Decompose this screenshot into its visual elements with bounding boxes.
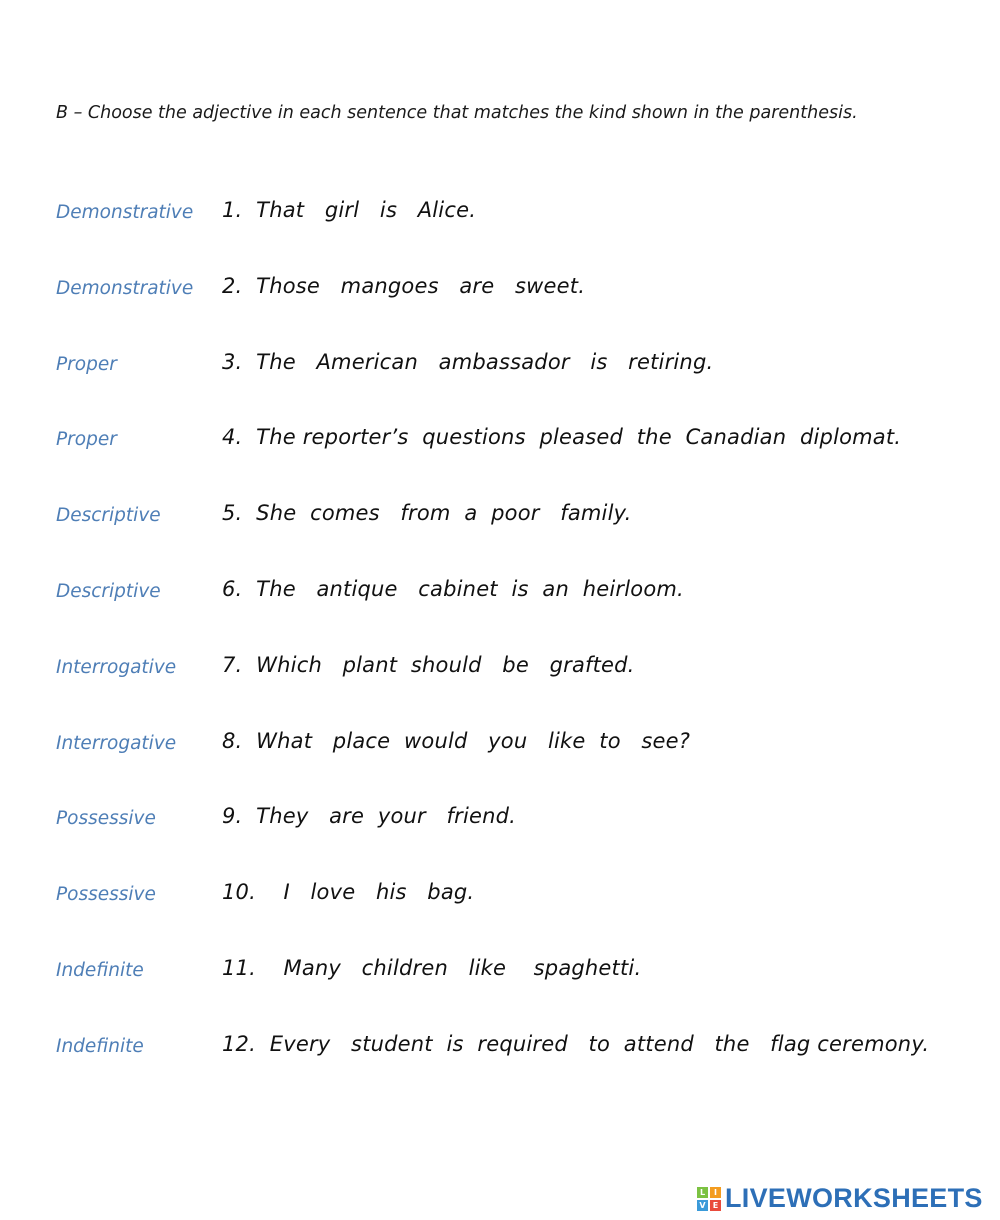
liveworksheets-logo (697, 1183, 983, 1214)
adjective-kind-label: Proper (56, 354, 117, 375)
sentence[interactable]: 4. The reporter’s questions pleased the Canadian diplomat. (222, 425, 902, 449)
list-item (0, 645, 1000, 685)
logo-block: E (710, 1200, 721, 1211)
list-item (0, 190, 1000, 230)
list-item (0, 948, 1000, 988)
list-item (0, 569, 1000, 609)
logo-blocks-icon (697, 1187, 721, 1211)
adjective-kind-label: Proper (56, 429, 117, 450)
sentence[interactable]: 1. That girl is Alice. (222, 198, 477, 222)
sentence[interactable]: 7. Which plant should be grafted. (222, 653, 635, 677)
adjective-kind-label: Indefinite (56, 960, 144, 981)
adjective-kind-label: Interrogative (56, 733, 177, 754)
sentence[interactable]: 11. Many children like spaghetti. (222, 956, 642, 980)
adjective-kind-label: Demonstrative (56, 202, 194, 223)
list-item (0, 721, 1000, 761)
sentence[interactable]: 5. She comes from a poor family. (222, 501, 632, 525)
sentence[interactable]: 12. Every student is required to attend the flag ceremony. (222, 1032, 930, 1056)
list-item (0, 266, 1000, 306)
adjective-kind-label: Interrogative (56, 657, 177, 678)
sentence[interactable]: 8. What place would you like to see? (222, 729, 691, 753)
instruction-text: B – Choose the adjective in each sentence that matches the kind shown in the parenthesis. (56, 103, 858, 123)
logo-block: L (697, 1187, 708, 1198)
list-item (0, 1024, 1000, 1064)
list-item (0, 342, 1000, 382)
adjective-kind-label: Descriptive (56, 505, 161, 526)
adjective-kind-label: Possessive (56, 808, 156, 829)
list-item (0, 872, 1000, 912)
sentence[interactable]: 10. I love his bag. (222, 880, 475, 904)
sentence[interactable]: 3. The American ambassador is retiring. (222, 350, 714, 374)
logo-block: V (697, 1200, 708, 1211)
sentence[interactable]: 9. They are your friend. (222, 804, 517, 828)
list-item (0, 493, 1000, 533)
sentence[interactable]: 6. The antique cabinet is an heirloom. (222, 577, 684, 601)
adjective-kind-label: Possessive (56, 884, 156, 905)
adjective-kind-label: Descriptive (56, 581, 161, 602)
list-item (0, 796, 1000, 836)
adjective-kind-label: Demonstrative (56, 278, 194, 299)
adjective-kind-label: Indefinite (56, 1036, 144, 1057)
logo-text: LIVEWORKSHEETS (725, 1183, 983, 1213)
list-item (0, 417, 1000, 457)
sentence[interactable]: 2. Those mangoes are sweet. (222, 274, 586, 298)
logo-block: I (710, 1187, 721, 1198)
